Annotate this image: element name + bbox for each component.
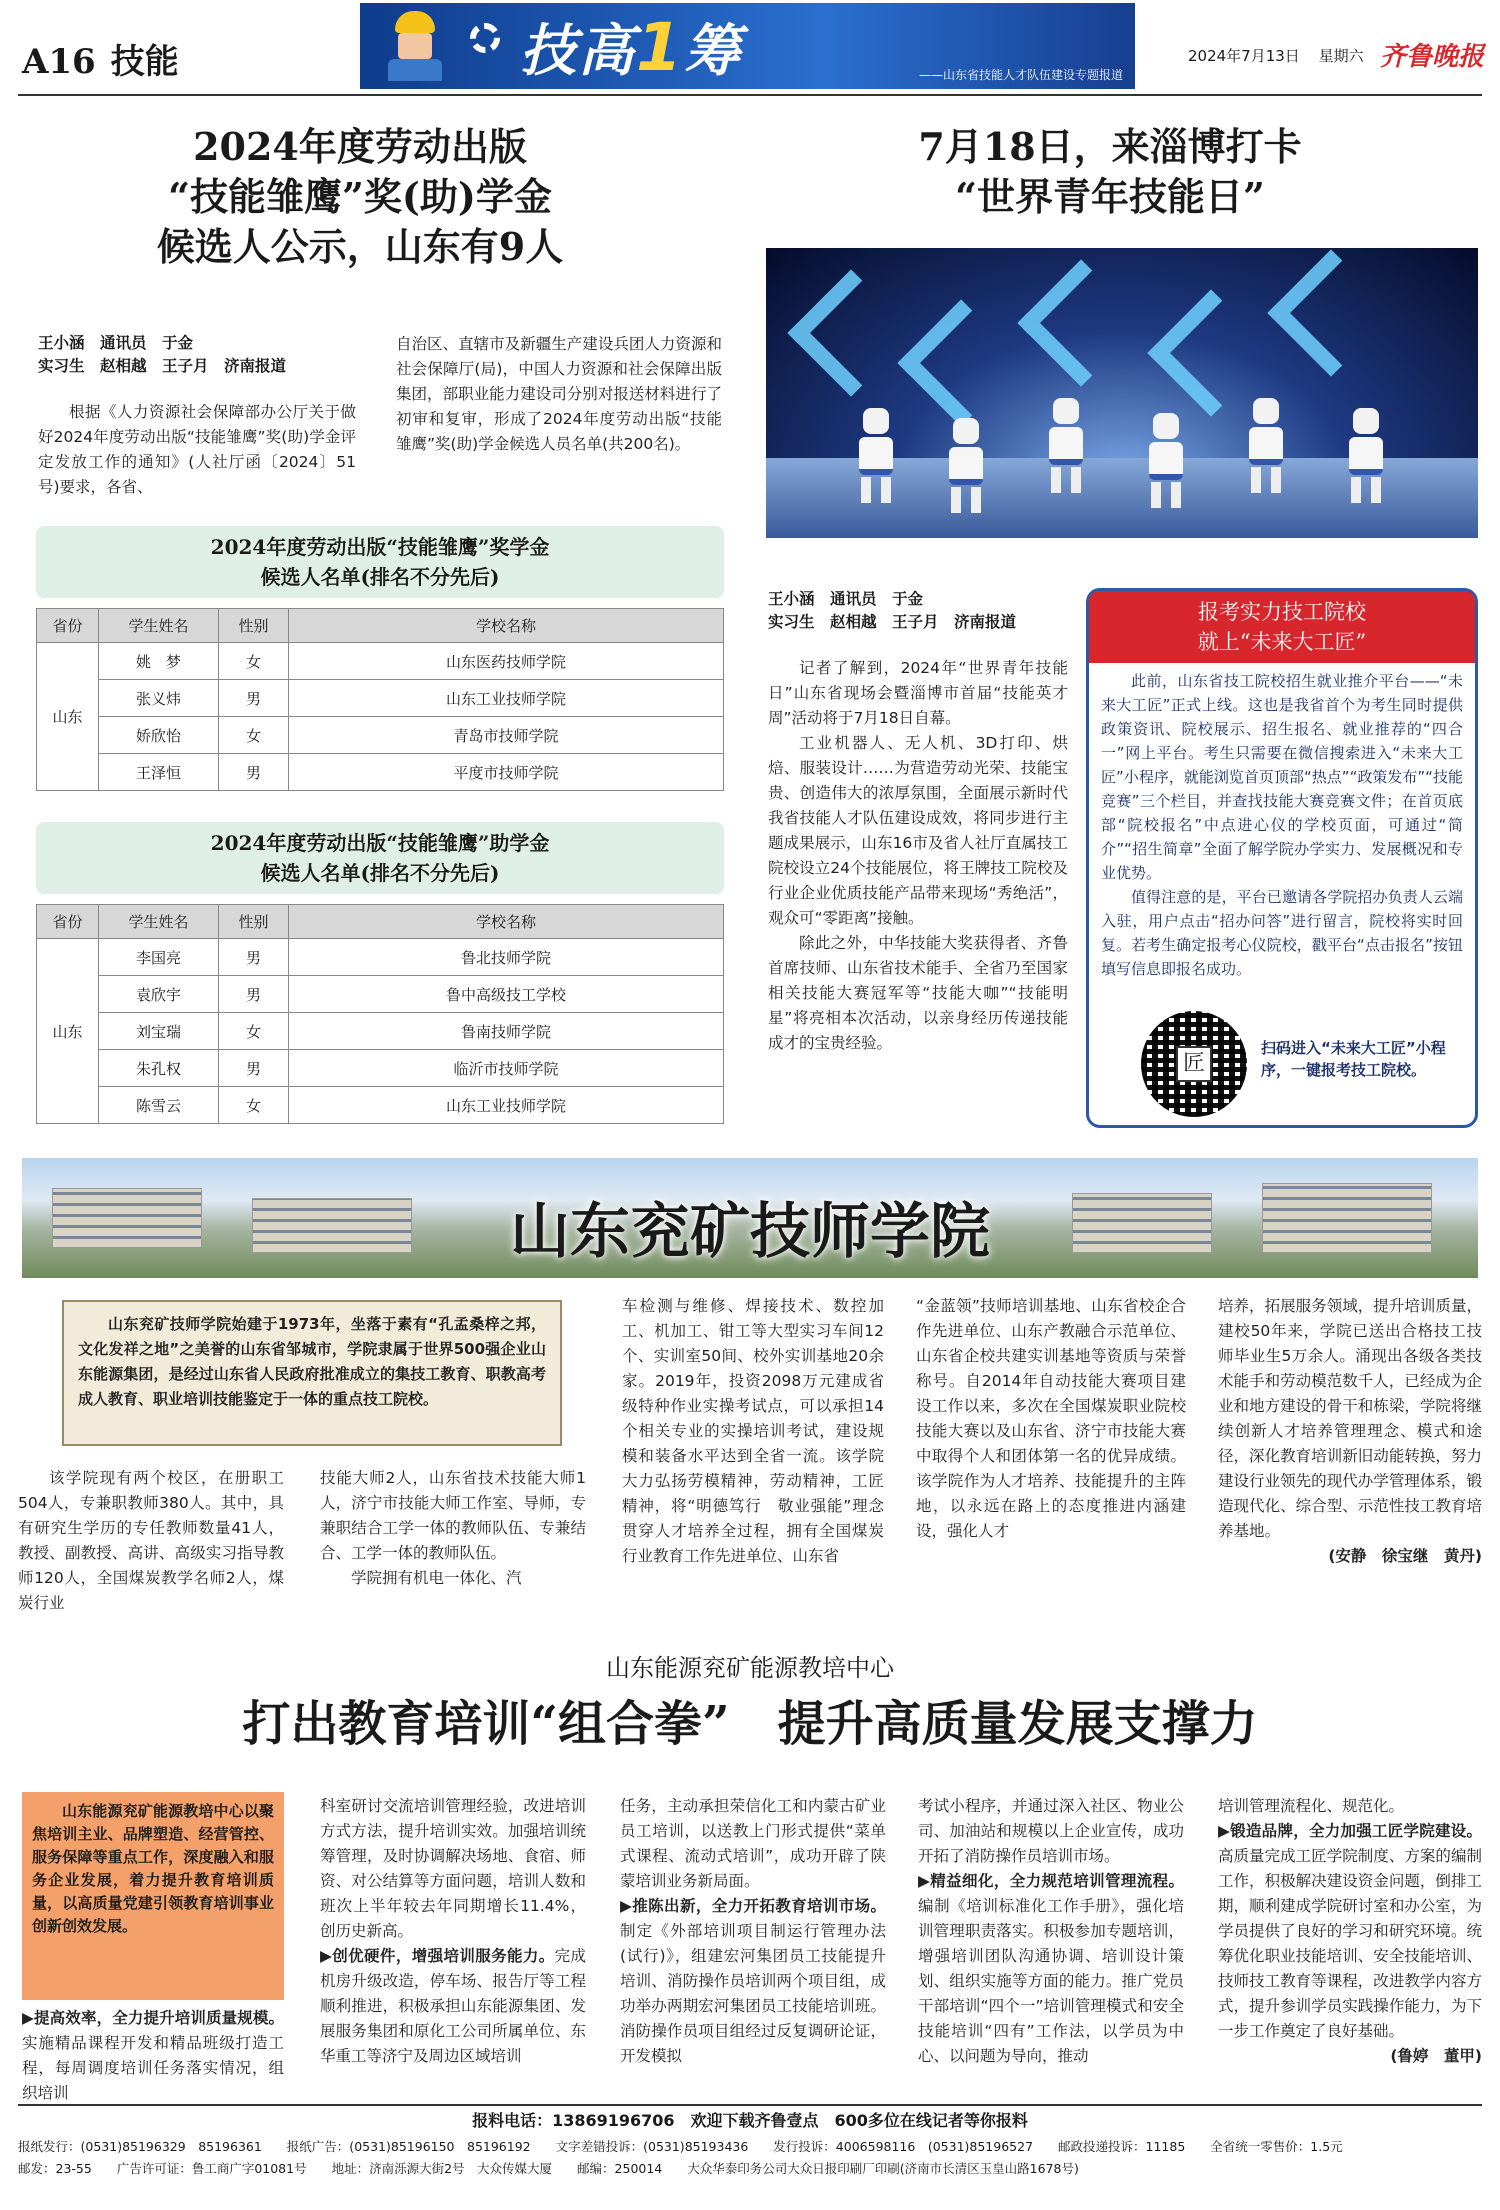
banner-subtitle: ——山东省技能人才队伍建设专题报道 bbox=[918, 68, 1123, 82]
article1-headline: 2024年度劳动出版 “技能雏鹰”奖(助)学金 候选人公示，山东有9人 bbox=[156, 124, 564, 269]
table-row: 山东 姚 梦 女 山东医药技师学院 bbox=[37, 643, 724, 680]
school-col3: 车检测与维修、焊接技术、数控加工、机加工、钳工等大型实习车间12个、实训室50间、校外实训基地20余家。2019年，投资2098万元建成省级特种作业实操考试点，可以承担14个相关专业的实操培训考试，建设规模和装备水平达到全省一流。该学院大力弘扬劳模精神，劳动精神，工匠精神，将“明德笃行 敬业强能”理念贯穿人才培养全过程，拥有全国煤炭行业教育工作先进单位、山东省 bbox=[622, 1297, 884, 1565]
school-banner-title: 山东兖矿技师学院 bbox=[510, 1197, 990, 1267]
article3-col5: 培训管理流程化、规范化。 ▶锻造品牌，全力加强工匠学院建设。高质量完成工匠学院制度、方案的编制工作，积极解决建设资金问题，倒排工期，顺利建成学院研讨室和办公室，为学员提供了良好的学习和研究环境。统筹优化职业技能培训、安全技能培训、技师技工教育等课程，改进教学内容方式，提升参训学员实践操作能力，为下一步工作奠定了良好基础。 (鲁婷 董甲) bbox=[1218, 1794, 1482, 2069]
sidebox-future-craftsman: 报考实力技工院校 就上“未来大工匠” 此前，山东省技工院校招生就业推介平台——“未来大工匠”正式上线。这也是我省首个为考生同时提供政策资讯、院校展示、招生报名、就业推荐的“四合一”网上平台。考生只需要在微信搜索进入“未来大工匠”小程序，就能浏览首页顶部“热点”“政策发布”“技能竞赛”三个栏目，并查找技能大赛竞赛文件；在首页底部“院校报名”中点进心仪的学校页面，可通过“简介”“招生简章”全面了解学院办学实力、发展概况和专业优势。 值得注意的是，平台已邀请各学院招办负责人云端入驻，用户点击“招办问答”进行留言，院校将实时回复。若考生确定报考心仪院校，戳平台“点击报名”按钮填写信息即报名成功。 匠 扫码进入“未来大工匠”小程序，一键报考技工院校。 bbox=[1086, 588, 1478, 1128]
footer-rule bbox=[18, 2104, 1482, 2106]
issue-weekday: 星期六 bbox=[1318, 47, 1364, 65]
article3-col4: 考试小程序，并通过深入社区、物业公司、加油站和规模以上企业宣传，成功开拓了消防操作员培训市场。 ▶精益细化，全力规范培训管理流程。编制《培训标准化工作手册》，强化培训管理职责落实。积极参加专题培训，增强培训团队沟通协调、培训设计策划、组织实施等方面的能力。推广党员干部培训“四个一”培训管理模式和安全技能培训“四有”工作法，以学员为中心、以问题为导向，推动 bbox=[918, 1797, 1184, 2065]
article3-kicker: 山东能源兖矿能源教培中心 bbox=[606, 1654, 894, 1682]
robot-stage-photo bbox=[766, 248, 1478, 538]
footer bbox=[18, 2110, 1482, 2200]
article3-headline: 打出教育培训“组合拳” 提升高质量发展支撑力 bbox=[242, 1696, 1258, 1752]
table-row: 朱孔权 男 临沂市技师学院 bbox=[37, 1050, 724, 1087]
school-intro-box: 山东兖矿技师学院始建于1973年，坐落于素有“孔孟桑梓之邦，文化发祥之地”之美誉的山东省邹城市，学院隶属于世界500强企业山东能源集团，是经过山东省人民政府批准成立的集技工教育、职教高考成人教育、职业培训技能鉴定于一体的重点技工院校。 bbox=[62, 1300, 562, 1446]
article3-col3: 任务，主动承担荣信化工和内蒙古矿业员工培训，以送教上门形式提供“菜单式课程、流动式培训”，成功开辟了陕蒙培训业务新局面。 ▶推陈出新，全力开拓教育培训市场。制定《外部培训项目制运行管理办法(试行)》，组建宏河集团员工技能提升培训、消防操作员培训两个项目组，成功举办两期宏河集团员工技能培训班。消防操作员项目组经过反复调研论证，开发模拟 bbox=[620, 1797, 886, 2065]
campus-banner-photo bbox=[22, 1158, 1478, 1278]
article1-para2: 自治区、直辖市及新疆生产建设兵团人力资源和社会保障厅(局)，中国人力资源和社会保障出版集团，部职业能力建设司分别对报送材料进行了初审和复审，形成了2024年度劳动出版“技能雏鹰”奖(助)学金候选人员名单(共200名)。 bbox=[396, 335, 722, 453]
qr-code-icon[interactable]: 匠 bbox=[1141, 1011, 1247, 1117]
page-number: A16 bbox=[22, 42, 96, 82]
robot-figure bbox=[1246, 398, 1286, 493]
robot-figure bbox=[1146, 413, 1186, 508]
table-row: 张义炜 男 山东工业技师学院 bbox=[37, 680, 724, 717]
school-col1: 该学院现有两个校区，在册职工504人，专兼职教师380人。其中，具有研究生学历的专任教师数量41人，教授、副教授、高讲、高级实习指导教师120人，全国煤炭教学名师2人，煤炭行业 bbox=[18, 1469, 284, 1612]
school-col4: “金蓝领”技师培训基地、山东省校企合作先进单位、山东产教融合示范单位、山东省企校共建实训基地等资质与荣誉称号。自2014年自动技能大赛项目建设工作以来，多次在全国煤炭职业院校技能大赛以及山东省、济宁市技能大赛中取得个人和团体第一名的优异成绩。该学院作为人才培养、技能提升的主阵地，以永远在路上的态度推进内涵建设，强化人才 bbox=[916, 1297, 1186, 1540]
gear-icon bbox=[470, 23, 500, 53]
footer-imprint: 邮发：23-55 广告许可证：鲁工商广字01081号 地址：济南泺源大街2号 大众传媒大厦 邮编：250014 大众华泰印务公司大众日报印刷厂印刷(济南市长清区玉皇山路1678号) bbox=[18, 2161, 1079, 2176]
column-banner bbox=[360, 3, 1135, 89]
robot-figure bbox=[1046, 398, 1086, 493]
table-row: 刘宝瑞 女 鲁南技师学院 bbox=[37, 1013, 724, 1050]
school-col5: 培养，拓展服务领域，提升培训质量，建校50年来，学院已送出合格技工技师毕业生5万余人。涌现出各级各类技术能手和劳动模范数千人，已经成为企业和地方建设的骨干和栋梁，学院将继续创新人才培养管理理念、模式和途径，深化教育培训新旧动能转换，努力建设行业领先的现代办学管理体系，锻造现代化、综合型、示范性技工教育培养基地。 (安静 徐宝继 黄丹) bbox=[1218, 1294, 1482, 1569]
article2-byline: 王小涵 通讯员 于金 实习生 赵相越 王子月 济南报道 bbox=[768, 590, 1017, 631]
worker-illustration bbox=[385, 11, 445, 83]
table-row: 山东 李国亮 男 鲁北技师学院 bbox=[37, 939, 724, 976]
masthead bbox=[0, 0, 1500, 95]
banner-title-a: 技高 bbox=[520, 19, 636, 84]
banner-title-b: 筹 bbox=[683, 19, 742, 84]
article3-lead-box: 山东能源兖矿能源教培中心以聚焦培训主业、品牌塑造、经营管控、服务保障等重点工作，深度融入和服务企业发展，着力提升教育培训质量，以高质量党建引领教育培训事业创新创效发展。 bbox=[22, 1792, 284, 2000]
scholarship-table: 2024年度劳动出版“技能雏鹰”奖学金 候选人名单(排名不分先后) 省份 学生姓名 性别 学校名称 山东 姚 梦 女 山东医药技师学院 张义炜 男 山东工业技师学院 娇欣怡 女 青岛市技师学院 王泽恒 男 平度市技师学院 bbox=[36, 526, 724, 791]
robot-figure bbox=[856, 408, 896, 503]
robot-figure bbox=[946, 418, 986, 513]
footer-contacts: 报纸发行：(0531)85196329 85196361 报纸广告：(0531)85196150 85196192 文字差错投诉：(0531)85193436 发行投诉：4006598116 (0531)85196527 邮政投递投诉：11185 全省统一零售价：1.5元 bbox=[18, 2139, 1343, 2154]
table-row: 娇欣怡 女 青岛市技师学院 bbox=[37, 717, 724, 754]
top-rule bbox=[18, 94, 1482, 96]
issue-date: 2024年7月13日 bbox=[1188, 47, 1300, 65]
section-name: 技能 bbox=[110, 42, 179, 82]
article3-credit: (鲁婷 董甲) bbox=[1390, 2047, 1482, 2065]
qr-caption: 扫码进入“未来大工匠”小程序，一键报考技工院校。 bbox=[1261, 1039, 1446, 1079]
article1-para1: 根据《人力资源社会保障部办公厅关于做好2024年度劳动出版“技能雏鹰”奖(助)学金评定发放工作的通知》(人社厅函〔2024〕51号)要求，各省、 bbox=[38, 403, 356, 496]
grant-table: 2024年度劳动出版“技能雏鹰”助学金 候选人名单(排名不分先后) 省份 学生姓名 性别 学校名称 山东 李国亮 男 鲁北技师学院 袁欣宇 男 鲁中高级技工学校 刘宝瑞 女 鲁南技师学院 朱孔权 男 临沂市技师学院 陈雪云 女 山东工业技师学院 bbox=[36, 822, 724, 1124]
article2-headline: 7月18日，来淄博打卡 “世界青年技能日” bbox=[918, 124, 1302, 219]
newspaper-logo: 齐鲁晚报 bbox=[1380, 42, 1485, 72]
footer-hotline: 报料电话：13869196706 欢迎下载齐鲁壹点 600多位在线记者等你报料 bbox=[472, 2111, 1028, 2130]
article1-byline: 王小涵 通讯员 于金 实习生 赵相越 王子月 济南报道 bbox=[38, 334, 287, 375]
article2-body: 记者了解到，2024年“世界青年技能日”山东省现场会暨淄博市首届“技能英才周”活动将于7月18日自幕。 工业机器人、无人机、3D打印、烘焙、服装设计……为营造劳动光荣、技能宝贵、创造伟大的浓厚氛围，全面展示新时代我省技能人才队伍建设成效，将同步进行主题成果展示，山东16市及省人社厅直属技工院校设立24个技能展位，将王牌技工院校及行业企业优质技能产品带来现场“秀绝活”，观众可“零距离”接触。 除此之外，中华技能大奖获得者、齐鲁首席技师、山东省技术能手、全省乃至国家相关技能大赛冠军等“技能大咖”“技能明星”将亮相本次活动，以亲身经历传递技能成才的宝贵经验。 bbox=[768, 659, 1068, 1052]
article3-col2: 科室研讨交流培训管理经验，改进培训方式方法，提升培训实效。加强培训统筹管理，及时协调解决场地、食宿、师资、对公结算等方面问题，培训人数和班次上半年较去年同期增长11.4%，创历史新高。 ▶创优硬件，增强培训服务能力。完成机房升级改造，停车场、报告厅等工程顺利推进，积极承担山东能源集团、发展服务集团和原化工公司所属单位、东华重工等济宁及周边区域培训 bbox=[320, 1797, 586, 2065]
table-row: 陈雪云 女 山东工业技师学院 bbox=[37, 1087, 724, 1124]
robot-figure bbox=[1346, 408, 1386, 503]
banner-title-num: 1 bbox=[636, 9, 684, 86]
table-row: 王泽恒 男 平度市技师学院 bbox=[37, 754, 724, 791]
article3-col1: ▶提高效率，全力提升培训质量规模。实施精品课程开发和精品班级打造工程，每周调度培训任务落实情况，组织培训 bbox=[22, 2009, 284, 2102]
school-credit: (安静 徐宝继 黄丹) bbox=[1328, 1547, 1482, 1565]
table-row: 袁欣宇 男 鲁中高级技工学校 bbox=[37, 976, 724, 1013]
school-col2: 技能大师2人，山东省技术技能大师1人，济宁市技能大师工作室、导师，专兼职结合工学一体的教师队伍、专兼结合、工学一体的教师队伍。 学院拥有机电一体化、汽 bbox=[320, 1469, 586, 1587]
